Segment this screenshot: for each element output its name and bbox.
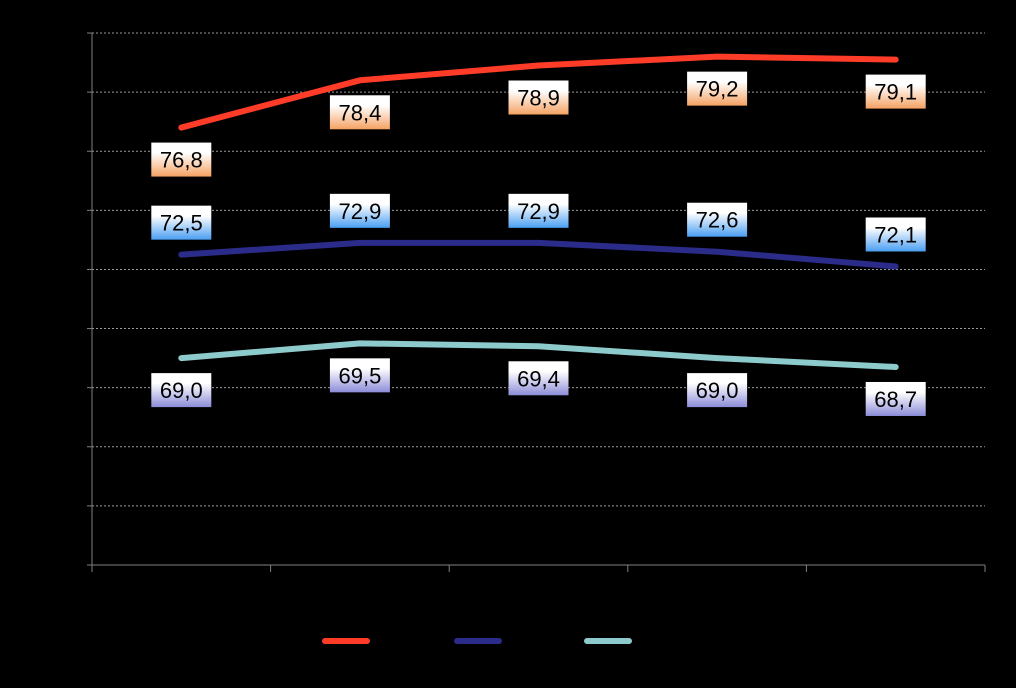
data-label-text: 76,8 xyxy=(159,147,203,173)
data-label-text: 69,0 xyxy=(159,378,203,404)
data-label-text: 79,1 xyxy=(874,79,918,105)
data-label-text: 72,6 xyxy=(695,207,739,233)
data-label xyxy=(687,203,747,237)
data-label-text: 79,2 xyxy=(695,76,739,102)
series-line-2 xyxy=(181,243,895,267)
data-label-text: 72,9 xyxy=(338,198,382,224)
data-label xyxy=(330,358,390,392)
data-label-text: 72,1 xyxy=(874,222,918,248)
data-label xyxy=(866,75,926,109)
data-label xyxy=(687,72,747,106)
data-label xyxy=(509,361,569,395)
data-label-text: 72,5 xyxy=(159,210,203,236)
data-label-text: 72,9 xyxy=(517,198,560,224)
data-label xyxy=(151,143,211,177)
data-label-text: 78,4 xyxy=(338,100,382,126)
data-label xyxy=(330,95,390,129)
data-label xyxy=(866,217,926,251)
data-label-text: 69,4 xyxy=(517,366,560,392)
data-label xyxy=(509,81,569,115)
data-label xyxy=(330,194,390,228)
data-label-text: 69,0 xyxy=(695,378,739,404)
data-label xyxy=(866,382,926,416)
data-label-text: 69,5 xyxy=(338,363,382,389)
data-label xyxy=(687,373,747,407)
data-label xyxy=(151,206,211,240)
data-label xyxy=(509,194,569,228)
data-label-text: 78,9 xyxy=(517,85,560,111)
data-label xyxy=(151,373,211,407)
data-label-text: 68,7 xyxy=(874,386,918,412)
